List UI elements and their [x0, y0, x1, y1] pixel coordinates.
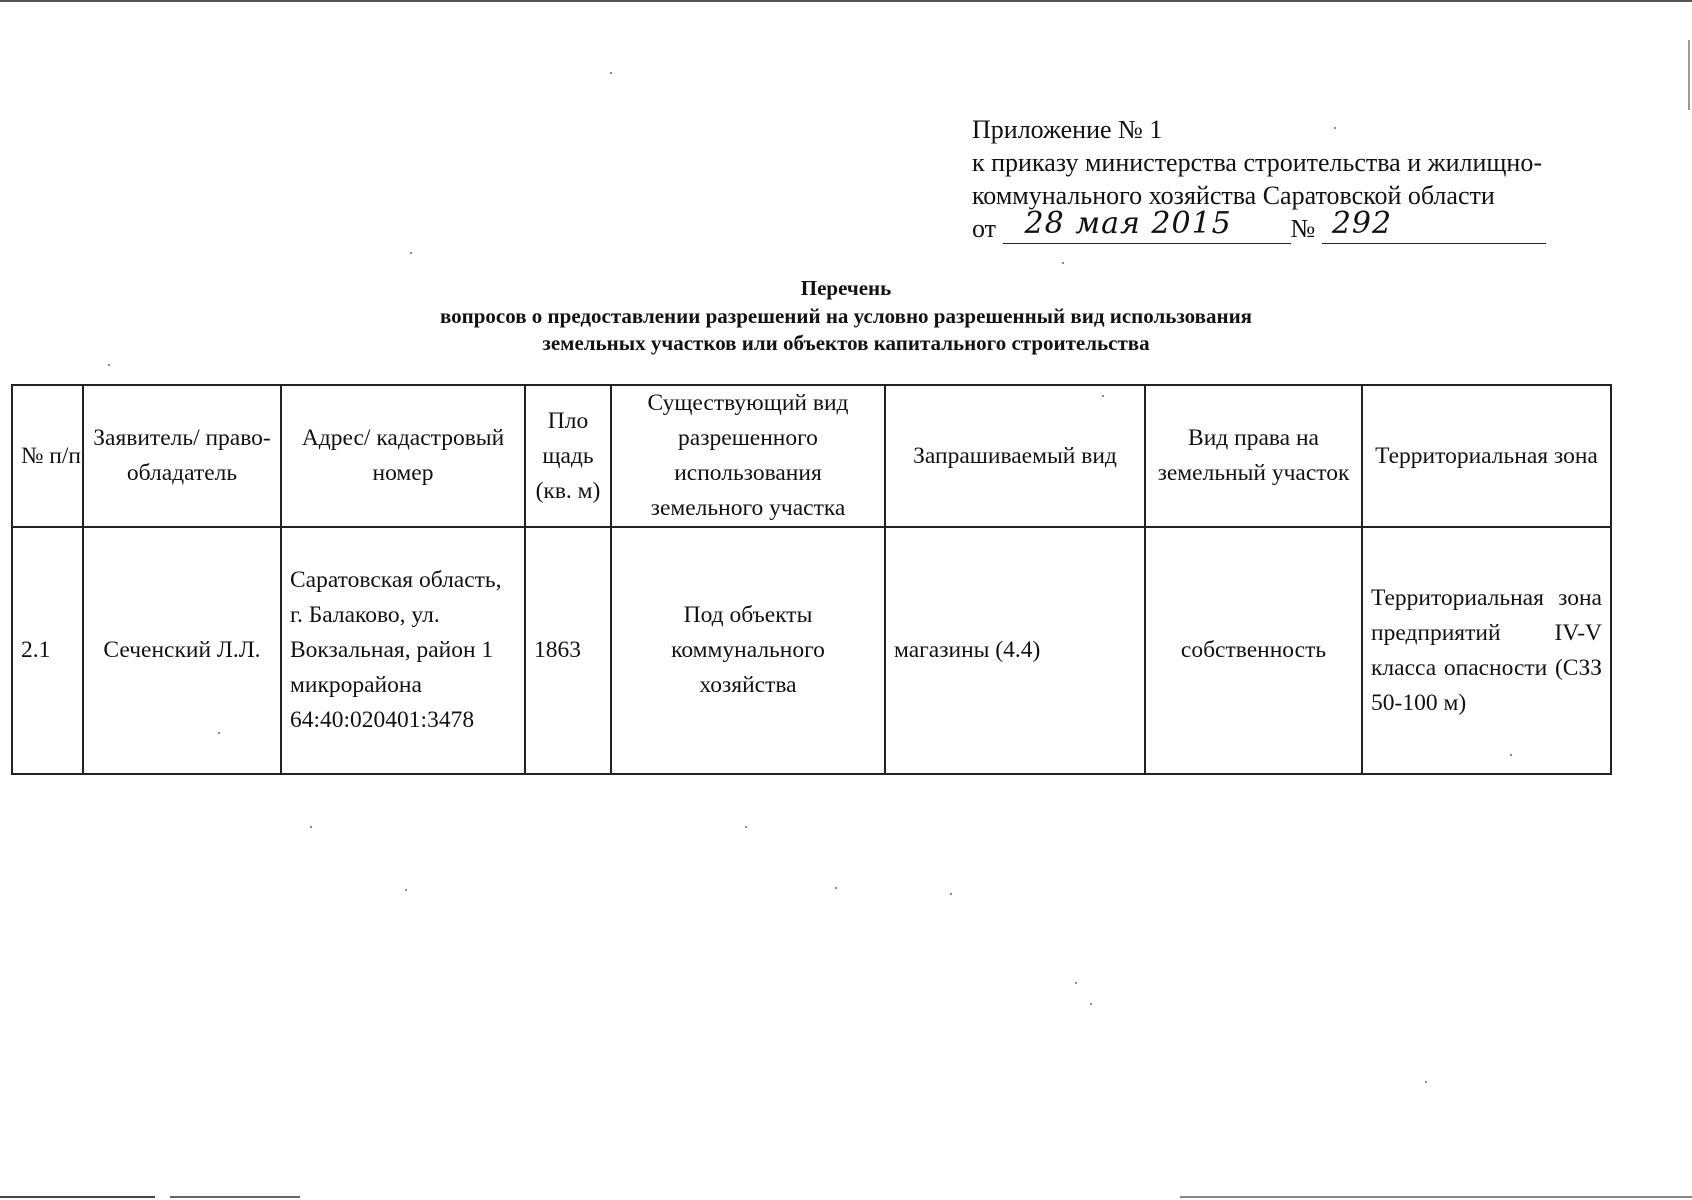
scan-speck	[610, 72, 612, 74]
scan-edge-right	[1688, 0, 1690, 1200]
cell-right-type: собственность	[1145, 527, 1362, 774]
scan-speck	[950, 893, 952, 895]
cell-address: Саратовская область, г. Балаково, ул. Вокзальная, район 1 микрорайона 64:40:020401:3478	[281, 527, 525, 774]
appendix-number: Приложение № 1	[972, 115, 1163, 144]
scan-edge-top	[0, 0, 1692, 2]
order-number-handwritten: 292	[1331, 206, 1393, 241]
title-line-2: вопросов о предоставлении разрешений на условно разрешенный вид использования	[439, 303, 1253, 328]
order-date-handwritten: 28 мая 2015	[1024, 206, 1232, 241]
scan-speck	[835, 887, 837, 889]
appendix-header	[972, 113, 1672, 245]
table-header-row	[12, 385, 1611, 527]
header-applicant: Заявитель/ право- обладатель	[83, 385, 281, 527]
scan-speck	[745, 826, 747, 828]
cell-area: 1863	[525, 527, 611, 774]
cell-requested-use: магазины (4.4)	[885, 527, 1145, 774]
scan-speck	[410, 252, 412, 254]
cell-current-use: Под объекты коммунального хозяйства	[611, 527, 885, 774]
header-right-type: Вид права на земельный участок	[1145, 385, 1362, 527]
date-prefix: от	[972, 214, 997, 243]
permissions-table	[11, 384, 1612, 775]
scan-speck	[1090, 1003, 1092, 1005]
appendix-order-line-1: к приказу министерства строительства и жилищно-	[972, 148, 1542, 177]
scan-speck	[1062, 262, 1064, 264]
scan-speck	[310, 826, 312, 828]
header-zone: Территориальная зона	[1362, 385, 1611, 527]
number-prefix: №	[1290, 214, 1316, 243]
title-line-3: земельных участков или объектов капитального строительства	[542, 331, 1150, 355]
scan-speck	[1425, 1081, 1427, 1083]
document-title	[0, 275, 1692, 358]
header-area: Пло щадь (кв. м)	[525, 385, 611, 527]
header-current-use: Существующий вид разрешенного использования земельного участка	[611, 385, 885, 527]
title-line-1: Перечень	[800, 276, 892, 300]
order-date-field	[1003, 206, 1291, 244]
appendix-order-line-2: коммунального хозяйства Саратовской области	[972, 181, 1495, 210]
scan-speck	[1075, 982, 1077, 984]
header-requested-use: Запрашиваемый вид	[885, 385, 1145, 527]
header-num: № п/п	[12, 385, 83, 527]
header-address: Адрес/ кадастровый номер	[281, 385, 525, 527]
order-number-field	[1322, 206, 1546, 244]
scan-edge-bottom	[0, 1196, 1692, 1198]
order-date-number-line	[972, 206, 1672, 245]
cell-zone: Территориальная зона предприятий IV-V класса опасности (СЗЗ 50-100 м)	[1362, 527, 1611, 774]
cell-applicant: Сеченский Л.Л.	[83, 527, 281, 774]
cell-num: 2.1	[12, 527, 83, 774]
scan-speck	[108, 364, 110, 366]
scan-speck	[405, 889, 407, 891]
table-row	[12, 527, 1611, 774]
